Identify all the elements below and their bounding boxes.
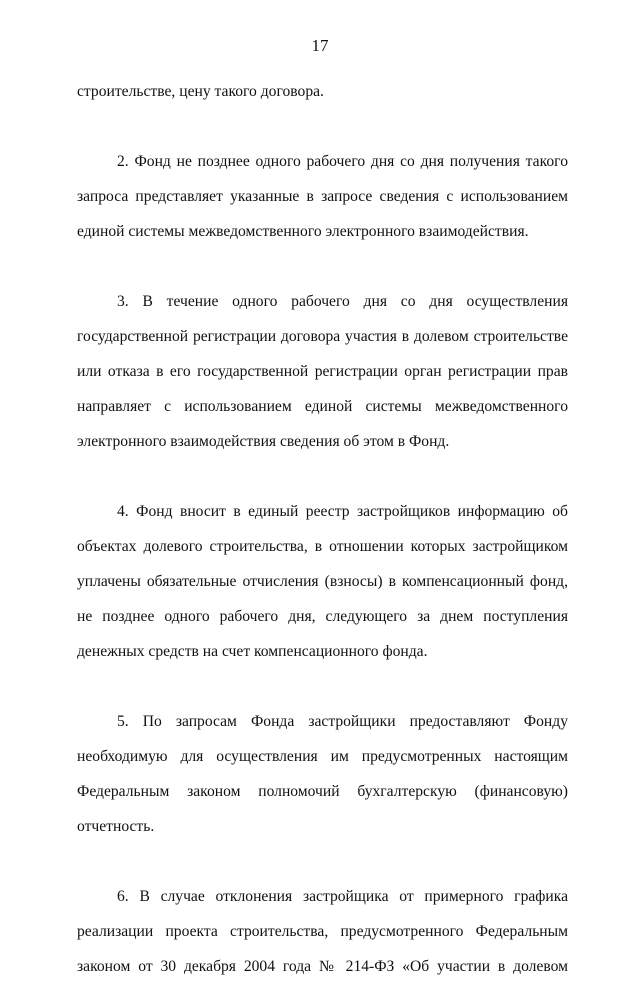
paragraph-4: 4. Фонд вносит в единый реестр застройщиков информацию об объектах долевого строительства, в отношении которых застройщиком уплачены обязательные отчисления (взносы) в компенсационный фонд, не позднее одного рабочего дня, следующего за днем поступления денежных средств на счет компенсационного фонда. xyxy=(77,503,568,660)
paragraph-continuation: строительстве, цену такого договора. xyxy=(77,83,324,100)
paragraph-2: 2. Фонд не позднее одного рабочего дня со дня получения такого запроса представляет указанные в запросе сведения с использованием единой системы межведомственного электронного взаимодействия. xyxy=(77,153,568,240)
paragraph-3: 3. В течение одного рабочего дня со дня осуществления государственной регистрации договора участия в долевом строительстве или отказа в его государственной регистрации орган регистрации прав направляет с использованием единой системы межведомственного электронного взаимодействия сведения об этом в Фонд. xyxy=(77,293,568,450)
page-number: 17 xyxy=(311,36,329,55)
document-body xyxy=(77,74,568,984)
paragraph-6: 6. В случае отклонения застройщика от примерного графика реализации проекта строительства, предусмотренного Федеральным законом от 30 декабря 2004 года № 214-ФЗ «Об участии в долевом xyxy=(77,888,568,975)
paragraph-5: 5. По запросам Фонда застройщики предоставляют Фонду необходимую для осуществления им предусмотренных настоящим Федеральным законом полномочий бухгалтерскую (финансовую) отчетность. xyxy=(77,713,568,835)
